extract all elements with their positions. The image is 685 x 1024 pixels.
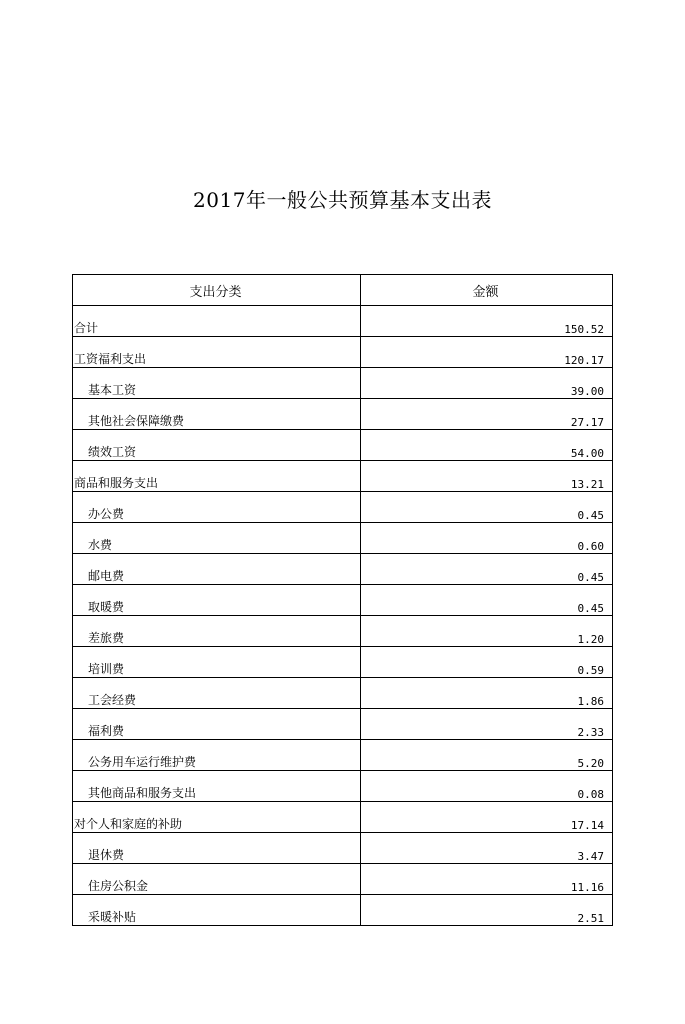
table-row — [73, 864, 613, 895]
table-row — [73, 585, 613, 616]
category-cell: 差旅费 — [73, 616, 361, 647]
category-cell: 退休费 — [73, 833, 361, 864]
amount-cell: 27.17 — [361, 399, 613, 430]
table-row — [73, 523, 613, 554]
amount-cell: 1.86 — [361, 678, 613, 709]
category-cell: 合计 — [73, 306, 361, 337]
category-cell: 工资福利支出 — [73, 337, 361, 368]
table-row — [73, 709, 613, 740]
category-cell: 工会经费 — [73, 678, 361, 709]
table-row — [73, 771, 613, 802]
page-title: 2017年一般公共预算基本支出表 — [193, 188, 492, 212]
amount-cell: 0.60 — [361, 523, 613, 554]
amount-cell: 13.21 — [361, 461, 613, 492]
category-cell: 公务用车运行维护费 — [73, 740, 361, 771]
category-cell: 福利费 — [73, 709, 361, 740]
category-cell: 其他社会保障缴费 — [73, 399, 361, 430]
category-cell: 住房公积金 — [73, 864, 361, 895]
table-row — [73, 492, 613, 523]
category-cell: 基本工资 — [73, 368, 361, 399]
amount-cell: 17.14 — [361, 802, 613, 833]
table-row — [73, 368, 613, 399]
table-row — [73, 895, 613, 926]
category-cell: 采暖补贴 — [73, 895, 361, 926]
amount-cell: 3.47 — [361, 833, 613, 864]
amount-cell: 0.08 — [361, 771, 613, 802]
category-cell: 培训费 — [73, 647, 361, 678]
table-row — [73, 647, 613, 678]
category-cell: 水费 — [73, 523, 361, 554]
amount-cell: 2.33 — [361, 709, 613, 740]
category-cell: 其他商品和服务支出 — [73, 771, 361, 802]
table-row — [73, 554, 613, 585]
table-header-row — [73, 275, 613, 306]
header-category: 支出分类 — [73, 275, 361, 306]
table-row — [73, 616, 613, 647]
amount-cell: 54.00 — [361, 430, 613, 461]
amount-cell: 5.20 — [361, 740, 613, 771]
table-row — [73, 399, 613, 430]
category-cell: 邮电费 — [73, 554, 361, 585]
amount-cell: 11.16 — [361, 864, 613, 895]
category-cell: 办公费 — [73, 492, 361, 523]
table-row — [73, 430, 613, 461]
budget-table — [72, 274, 613, 926]
table-row — [73, 306, 613, 337]
amount-cell: 150.52 — [361, 306, 613, 337]
category-cell: 商品和服务支出 — [73, 461, 361, 492]
category-cell: 对个人和家庭的补助 — [73, 802, 361, 833]
table-row — [73, 678, 613, 709]
table-row — [73, 740, 613, 771]
category-cell: 绩效工资 — [73, 430, 361, 461]
category-cell: 取暖费 — [73, 585, 361, 616]
header-amount: 金额 — [361, 275, 613, 306]
amount-cell: 2.51 — [361, 895, 613, 926]
amount-cell: 0.45 — [361, 554, 613, 585]
amount-cell: 0.45 — [361, 585, 613, 616]
amount-cell: 120.17 — [361, 337, 613, 368]
amount-cell: 0.45 — [361, 492, 613, 523]
table-row — [73, 802, 613, 833]
amount-cell: 1.20 — [361, 616, 613, 647]
table-row — [73, 833, 613, 864]
table-row — [73, 461, 613, 492]
table-row — [73, 337, 613, 368]
amount-cell: 0.59 — [361, 647, 613, 678]
amount-cell: 39.00 — [361, 368, 613, 399]
